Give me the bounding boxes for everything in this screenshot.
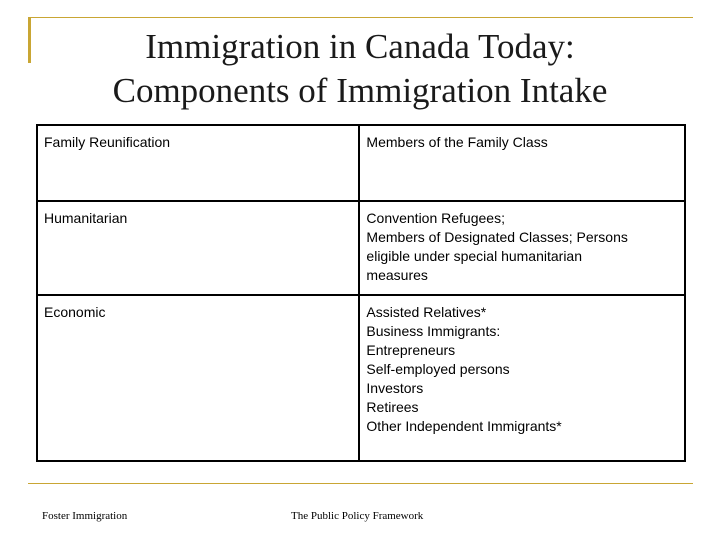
- frame-bottom-rule: [28, 483, 693, 484]
- details-line: Members of Designated Classes; Persons: [366, 229, 628, 245]
- category-label: Family Reunification: [44, 134, 171, 150]
- details-line: Members of the Family Class: [366, 134, 548, 150]
- details-line: Entrepreneurs: [366, 342, 456, 358]
- category-cell-family-reunification: [37, 125, 359, 201]
- details-cell-family-reunification: [359, 125, 685, 201]
- details-cell-humanitarian: [359, 201, 685, 295]
- details-line: Convention Refugees;: [366, 210, 505, 226]
- category-cell-economic: [37, 295, 359, 461]
- table-row-family-reunification: [37, 125, 685, 201]
- details-line: Investors: [366, 380, 424, 396]
- frame-left-rule: [28, 17, 31, 63]
- slide-title-line-1: Immigration in Canada Today:: [145, 27, 575, 66]
- details-line: Business Immigrants:: [366, 323, 501, 339]
- frame-top-rule: [28, 17, 693, 18]
- details-line: Assisted Relatives*: [366, 304, 487, 320]
- table-row-humanitarian: [37, 201, 685, 295]
- immigration-components-table: [36, 124, 686, 462]
- details-line: measures: [366, 267, 428, 283]
- category-label: Humanitarian: [44, 210, 128, 226]
- slide-title-line-2: Components of Immigration Intake: [112, 71, 608, 110]
- category-cell-humanitarian: [37, 201, 359, 295]
- footer-author: Foster Immigration: [42, 510, 128, 522]
- table-row-economic: [37, 295, 685, 461]
- details-line: Other Independent Immigrants*: [366, 418, 562, 434]
- slide-title: [40, 25, 680, 113]
- details-cell-economic: [359, 295, 685, 461]
- footer-subtitle: The Public Policy Framework: [291, 510, 424, 522]
- details-line: Retirees: [366, 399, 419, 415]
- details-line: Self-employed persons: [366, 361, 510, 377]
- category-label: Economic: [44, 304, 106, 320]
- details-line: eligible under special humanitarian: [366, 248, 582, 264]
